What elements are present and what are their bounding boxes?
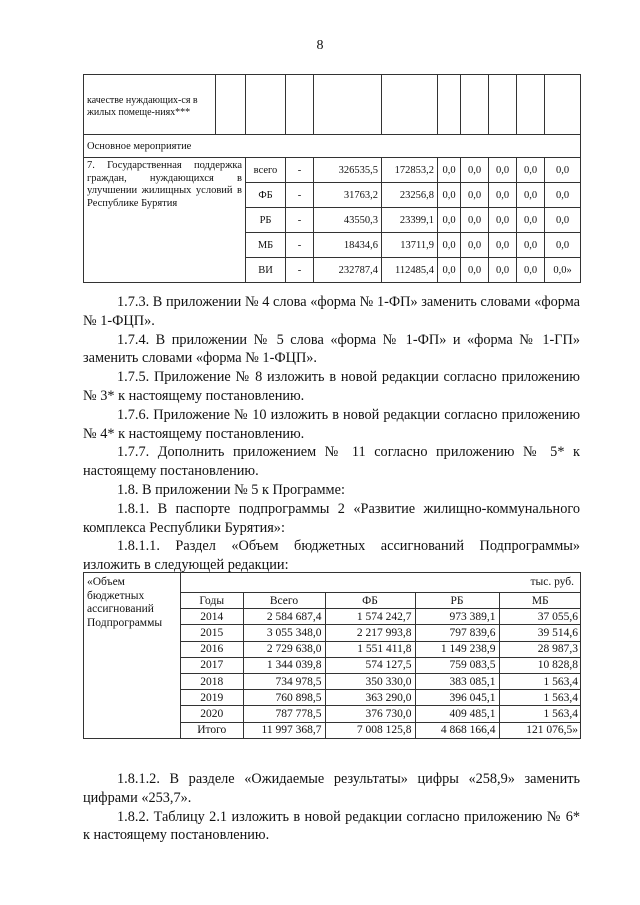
table-row [181,706,581,722]
table-row [84,75,581,135]
value-cell: 121 076,5» [499,722,581,738]
value-cell: 760 898,5 [243,690,325,706]
value-cell: 31763,2 [314,183,382,208]
value-cell: 4 868 166,4 [415,722,499,738]
value-cell: 28 987,3 [499,641,581,657]
paragraph: 1.8.1. В паспорте подпрограммы 2 «Развитие жилищно-коммунального комплекса Республики Бурятия»: [83,500,580,536]
year-cell: 2014 [181,609,243,625]
value-cell: 787 778,5 [243,706,325,722]
value-cell: 2 729 638,0 [243,641,325,657]
value-cell: 23399,1 [382,208,438,233]
value-cell: 0,0 [489,208,517,233]
value-cell: 172853,2 [382,158,438,183]
value-cell: 0,0 [545,183,581,208]
value-cell: 3 055 348,0 [243,625,325,641]
value-cell: 1 344 039,8 [243,657,325,673]
value-cell: 1 551 411,8 [325,641,415,657]
year-cell: 2016 [181,641,243,657]
table-row [181,673,581,689]
value-cell: 23256,8 [382,183,438,208]
value-cell: 0,0 [517,233,545,258]
value-cell: 18434,6 [314,233,382,258]
value-cell: 0,0 [545,208,581,233]
value-cell: 1 574 242,7 [325,609,415,625]
value-cell: - [286,183,314,208]
value-cell: 0,0 [517,258,545,283]
table-row [181,690,581,706]
table-row [84,135,581,158]
column-header: РБ [415,593,499,609]
table-row [84,158,581,183]
year-cell: 2018 [181,673,243,689]
value-cell: 0,0 [461,208,489,233]
page-number: 8 [316,38,324,53]
value-cell: 383 085,1 [415,673,499,689]
value-cell: 1 563,4 [499,690,581,706]
column-header: Годы [181,593,243,609]
column-header: Всего [243,593,325,609]
value-cell: 11 997 368,7 [243,722,325,738]
budget-table [83,572,581,739]
year-cell: 2020 [181,706,243,722]
year-cell: 2019 [181,690,243,706]
amendments-text [83,293,580,575]
value-cell: 734 978,5 [243,673,325,689]
paragraph: 1.8.2. Таблицу 2.1 изложить в новой редакции согласно приложению № 6* к настоящему постановлению. [83,808,580,844]
table-row [181,625,581,641]
budget-values-table [181,592,581,738]
table-row [181,641,581,657]
table-row [181,609,581,625]
column-header: ФБ [325,593,415,609]
table-row [181,657,581,673]
value-cell: 7 008 125,8 [325,722,415,738]
value-cell: 574 127,5 [325,657,415,673]
value-cell: 0,0 [545,158,581,183]
value-cell: 0,0 [517,208,545,233]
value-cell: - [286,233,314,258]
value-cell: 0,0 [461,233,489,258]
value-cell: 0,0 [461,258,489,283]
value-cell: 0,0 [517,183,545,208]
value-cell: 0,0 [489,258,517,283]
value-cell: 0,0» [545,258,581,283]
value-cell: 1 563,4 [499,673,581,689]
value-cell: - [286,208,314,233]
table-row [181,722,581,738]
value-cell: 376 730,0 [325,706,415,722]
value-cell: 1 563,4 [499,706,581,722]
event-description-cell: 7. Государственная поддержка граждан, нуждающихся в улучшении жилищных условий в Республике Бурятия [84,158,246,283]
total-label-cell: Итого [181,722,243,738]
column-header: МБ [499,593,581,609]
paragraph: 1.7.6. Приложение № 10 изложить в новой редакции согласно приложению № 4* к настоящему постановлению. [83,406,580,442]
value-cell: 10 828,8 [499,657,581,673]
value-cell: 973 389,1 [415,609,499,625]
value-cell: 2 584 687,4 [243,609,325,625]
value-cell: 0,0 [438,258,461,283]
needy-description-cell: качестве нуждающих-ся в жилых помеще-ниях*** [84,75,216,135]
value-cell: - [286,258,314,283]
value-cell: 396 045,1 [415,690,499,706]
source-cell: ФБ [246,183,286,208]
value-cell: 0,0 [489,183,517,208]
value-cell: 0,0 [461,183,489,208]
value-cell: 37 055,6 [499,609,581,625]
value-cell: 39 514,6 [499,625,581,641]
value-cell: 112485,4 [382,258,438,283]
value-cell: 363 290,0 [325,690,415,706]
source-cell: всего [246,158,286,183]
table-header-row [181,593,581,609]
value-cell: 0,0 [517,158,545,183]
value-cell: 0,0 [545,233,581,258]
source-cell: МБ [246,233,286,258]
source-cell: ВИ [246,258,286,283]
year-cell: 2015 [181,625,243,641]
value-cell: - [286,158,314,183]
value-cell: 350 330,0 [325,673,415,689]
value-cell: 1 149 238,9 [415,641,499,657]
value-cell: 0,0 [489,233,517,258]
amendments-text-continued [83,770,580,845]
year-cell: 2017 [181,657,243,673]
value-cell: 797 839,6 [415,625,499,641]
source-cell: РБ [246,208,286,233]
unit-label: тыс. руб. [530,576,574,588]
value-cell: 232787,4 [314,258,382,283]
value-cell: 43550,3 [314,208,382,233]
program-table [83,74,581,283]
paragraph: 1.7.5. Приложение № 8 изложить в новой редакции согласно приложению № 3* к настоящему постановлению. [83,369,580,404]
value-cell: 0,0 [489,158,517,183]
budget-data-cell [181,573,581,739]
value-cell: 2 217 993,8 [325,625,415,641]
value-cell: 0,0 [438,158,461,183]
paragraph: 1.7.4. В приложении № 5 слова «форма № 1-ФП» и «форма № 1-ГП» заменить словами «форма № 1-ФЦП». [83,331,580,367]
paragraph: 1.8.1.2. В разделе «Ожидаемые результаты» цифры «258,9» заменить цифрами «253,7». [83,771,580,806]
value-cell: 0,0 [438,183,461,208]
value-cell: 759 083,5 [415,657,499,673]
paragraph: 1.8. В приложении № 5 к Программе: [117,481,345,498]
value-cell: 0,0 [461,158,489,183]
paragraph: 1.7.7. Дополнить приложением № 11 согласно приложению № 5* к настоящему постановлению. [83,444,580,480]
value-cell: 0,0 [438,233,461,258]
budget-label-cell: «Объем бюджетных ассигнований Подпрограммы [84,573,181,739]
value-cell: 13711,9 [382,233,438,258]
value-cell: 409 485,1 [415,706,499,722]
value-cell: 326535,5 [314,158,382,183]
value-cell: 0,0 [438,208,461,233]
section-title-cell: Основное мероприятие [84,135,581,158]
paragraph: 1.7.3. В приложении № 4 слова «форма № 1-ФП» заменить словами «форма № 1-ФЦП». [83,294,580,329]
paragraph: 1.8.1.1. Раздел «Объем бюджетных ассигнований Подпрограммы» изложить в следующей редакции: [83,538,580,574]
